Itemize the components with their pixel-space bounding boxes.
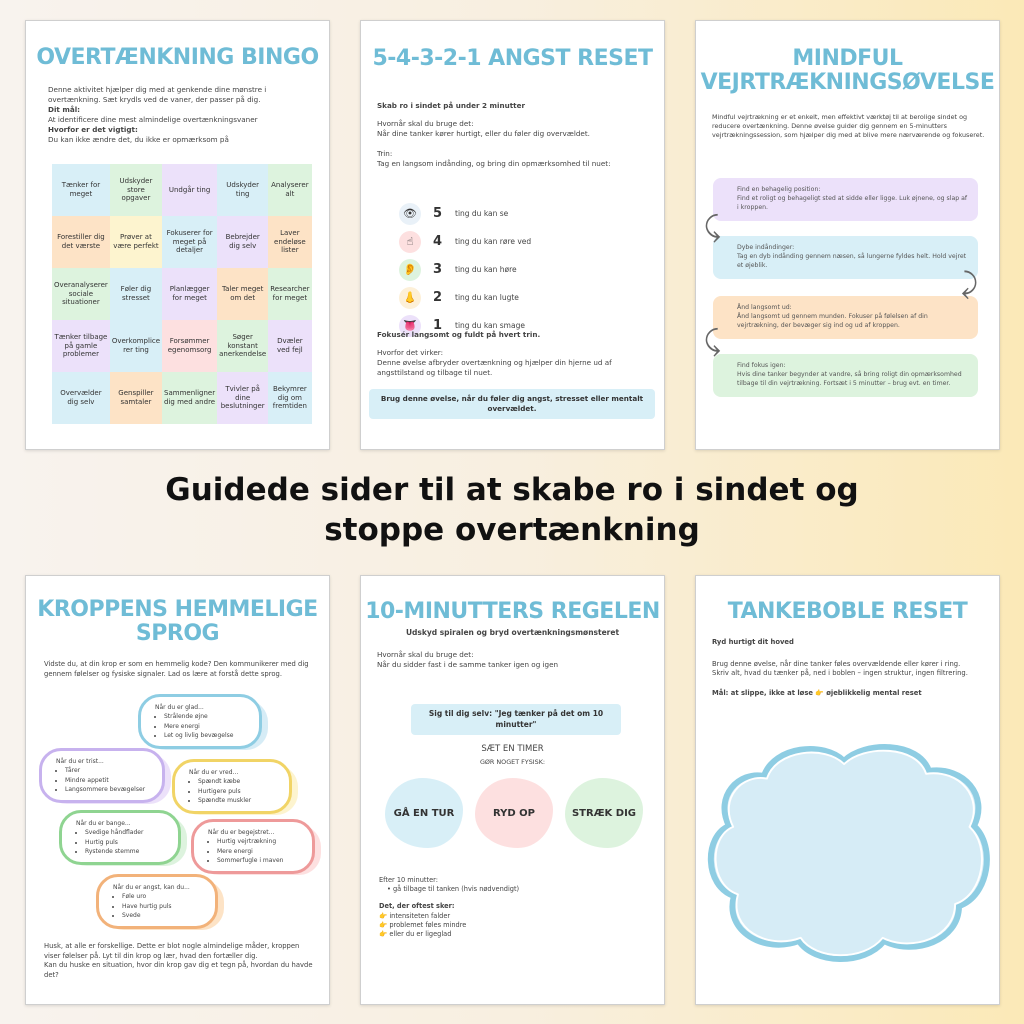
text-2: Skriv alt, hvad du tænker på, ned i boblen – ingen struktur, ingen filtrering. — [712, 669, 968, 678]
why-label: Hvorfor er det vigtigt: — [48, 125, 138, 135]
bubble-item: • Mere energi — [164, 722, 249, 731]
emotion-bubble — [191, 819, 315, 874]
bingo-cell[interactable]: Udskyder store opgaver — [110, 164, 162, 216]
bingo-cell[interactable]: Prøver at være perfekt — [110, 216, 162, 268]
bingo-cell[interactable]: Tvivler på dine beslutninger — [217, 372, 268, 424]
say-banner: Sig til dig selv: "Jeg tænker på det om 10 minutter" — [411, 704, 621, 735]
sense-row — [399, 231, 531, 253]
emotion-bubble — [39, 748, 165, 803]
bingo-cell[interactable]: Planlægger for meget — [162, 268, 217, 320]
page-title: OVERTÆNKNING BINGO — [36, 45, 319, 70]
sense-row — [399, 259, 517, 281]
bubble-item: • Rystende stemme — [85, 847, 168, 856]
emotion-bubble — [96, 874, 218, 929]
bingo-cell[interactable]: Føler dig stresset — [110, 268, 162, 320]
step-head: Find fokus igen: — [737, 362, 786, 369]
curved-arrow-icon: ⤹ — [704, 210, 721, 243]
when-label: Hvornår skal du bruge det: — [377, 650, 474, 659]
often-item: 👉 problemet føles mindre — [379, 920, 467, 929]
goal-text: At identificere dine mest almindelige overtænkningsvaner — [48, 115, 258, 125]
step-text: Find et roligt og behageligt sted at sidde eller ligge. Luk øjnene, og slap af i kroppen. — [737, 194, 968, 211]
bubble-item: • Mere energi — [217, 847, 302, 856]
sense-text: ting du kan lugte — [455, 292, 519, 302]
page-title — [26, 598, 329, 646]
sense-text: ting du kan røre ved — [455, 236, 532, 246]
breathing-step — [713, 354, 978, 397]
bingo-cell[interactable]: Overkomplice rer ting — [110, 320, 162, 372]
sense-icon: 👃 — [399, 287, 421, 309]
title-line-2: SPROG — [135, 620, 220, 646]
sense-text: ting du kan smage — [455, 320, 525, 330]
bubble-head: Når du er trist... — [56, 758, 104, 765]
emotion-bubble — [59, 810, 181, 865]
blob-walk: GÅ EN TUR — [385, 778, 463, 848]
bubble-head: Når du er bange... — [76, 820, 131, 827]
breathing-page — [695, 20, 1000, 450]
sense-text: ting du kan høre — [455, 264, 517, 274]
step-label: Trin: — [377, 149, 393, 159]
step-text: Ånd langsomt ud gennem munden. Fokuser på følelsen af din vejrtrækning, der bevæger sig ind og ud af kroppen. — [737, 312, 928, 329]
bubble-item: • Have hurtig puls — [122, 902, 205, 911]
bubble-item: • Sommerfugle i maven — [217, 856, 302, 865]
text-1: Brug denne øvelse, når dine tanker føles overvældende eller kører i ring. — [712, 659, 961, 668]
bingo-cell[interactable]: Tænker tilbage på gamle problemer — [52, 320, 110, 372]
bubble-item: • Tårer — [65, 766, 152, 775]
after-item: • gå tilbage til tanken (hvis nødvendigt) — [387, 885, 520, 894]
bubble-item: • Svedige håndflader — [85, 828, 168, 837]
step-head: Dybe indåndinger: — [737, 244, 795, 251]
why-text: Denne øvelse afbryder overtænkning og hjælper din hjerne ud af angsttilstand og tilbage til nuet. — [377, 358, 612, 378]
thought-bubble-page — [695, 575, 1000, 1005]
sense-number: 2 — [433, 289, 443, 305]
curved-arrow-icon: ⤸ — [961, 267, 978, 300]
title-line-1: MINDFUL — [792, 46, 903, 71]
page-title: 10-MINUTTERS REGELEN — [365, 599, 660, 624]
bubble-item: • Hurtigere puls — [198, 787, 279, 796]
headline-line-1: Guidede sider til at skabe ro i sindet og — [165, 472, 859, 508]
sense-number: 1 — [433, 317, 443, 333]
step-text: Tag en langsom indånding, og bring din opmærksomhed til nuet: — [377, 159, 611, 169]
bingo-cell[interactable]: Overvælder dig selv — [52, 372, 110, 424]
bubble-item: • Let og livlig bevægelse — [164, 731, 249, 740]
page-title — [696, 47, 999, 95]
step-text: Tag en dyb indånding gennem næsen, så lungerne fyldes helt. Hold vejret et øjeblik. — [737, 252, 967, 269]
sense-icon: 👂 — [399, 259, 421, 281]
often-item: 👉 eller du er ligeglad — [379, 930, 452, 939]
emotion-bubble — [172, 759, 292, 814]
sense-number: 5 — [433, 205, 443, 221]
headline-line-2: stoppe overtænkning — [324, 512, 700, 549]
after-label: Efter 10 minutter: — [379, 876, 438, 884]
bubble-item: • Hurtig vejrtrækning — [217, 837, 302, 846]
why-label: Hvorfor det virker: — [377, 348, 444, 358]
page-title: 5-4-3-2-1 ANGST RESET — [372, 46, 653, 71]
sense-number: 3 — [433, 261, 443, 277]
bingo-grid — [52, 164, 310, 424]
bingo-cell[interactable]: Forsømmer egenomsorg — [162, 320, 217, 372]
bubble-item: • Føle uro — [122, 892, 205, 901]
bingo-cell[interactable]: Taler meget om det — [217, 268, 268, 320]
headline — [0, 470, 1024, 551]
subtitle: Ryd hurtigt dit hoved — [712, 638, 794, 646]
timer-label: SÆT EN TIMER — [481, 744, 544, 754]
intro-text: Vidste du, at din krop er som en hemmelig kode? Den kommunikerer med dig gennem følelser og fysiske signaler. Lad os lære at forstå dette sprog. — [44, 660, 309, 678]
bingo-cell[interactable]: Dvæler ved fejl — [268, 320, 311, 372]
outro-1: Husk, at alle er forskellige. Dette er blot nogle almindelige måder, kroppen viser følelser på. Lyt til din krop og lær, hvad den fortæller dig. — [44, 942, 300, 960]
bingo-cell[interactable]: Undgår ting — [162, 164, 217, 216]
bingo-cell[interactable]: Udskyder ting — [217, 164, 268, 216]
page-title: TANKEBOBLE RESET — [727, 599, 968, 624]
breathing-step — [713, 178, 978, 221]
hand-icon: 👉 — [379, 920, 388, 929]
physical-label: GØR NOGET FYSISK: — [479, 758, 546, 766]
often-label: Det, der oftest sker: — [379, 902, 455, 911]
bubble-head: Når du er angst, kan du... — [113, 884, 190, 891]
focus-text: Fokusér langsomt og fuldt på hvert trin. — [377, 330, 541, 339]
when-label: Hvornår skal du bruge det: — [377, 119, 474, 129]
bubble-head: Når du er vred... — [189, 769, 239, 776]
often-list — [379, 912, 649, 940]
bingo-cell[interactable]: Søger konstant anerkendelse — [217, 320, 268, 372]
outro-text — [44, 942, 316, 980]
bubble-item: • Langsommere bevægelser — [65, 785, 152, 794]
step-head: Ånd langsomt ud: — [737, 304, 792, 311]
sense-icon: 👁 — [399, 203, 421, 225]
goal-label: Dit mål: — [48, 105, 81, 115]
subtitle: Skab ro i sindet på under 2 minutter — [377, 101, 526, 110]
bubble-head: Når du er begejstret... — [208, 829, 275, 836]
breathing-step — [713, 296, 978, 339]
bingo-cell[interactable]: Tænker for meget — [52, 164, 110, 216]
sense-text: ting du kan se — [455, 208, 509, 218]
when-text: Når dine tanker kører hurtigt, eller du føler dig overvældet. — [377, 129, 590, 139]
sense-number: 4 — [433, 233, 443, 249]
sense-icon: 👅 — [399, 315, 421, 337]
bingo-cell[interactable]: Genspiller samtaler — [110, 372, 162, 424]
when-text: Når du sidder fast i de samme tanker igen og igen — [377, 660, 559, 670]
bubble-item: • Spændt kæbe — [198, 777, 279, 786]
bubble-item: • Spændte muskler — [198, 796, 279, 805]
bingo-cell[interactable]: Researcher for meget — [268, 268, 311, 320]
intro-text: Denne aktivitet hjælper dig med at genkende dine mønstre i overtænkning. Sæt krydls ved de vaner, der passer på dig. — [48, 85, 267, 105]
ten-minute-page — [360, 575, 665, 1005]
sense-row — [399, 203, 508, 225]
outro-2: Kan du huske en situation, hvor din krop gav dig et tegn på, hvordan du havde det? — [44, 961, 313, 979]
bingo-cell[interactable]: Forestiller dig det værste — [52, 216, 110, 268]
bubble-item: • Svede — [122, 911, 205, 920]
thought-cloud[interactable] — [704, 736, 996, 966]
bubble-item: • Mindre appetit — [65, 776, 152, 785]
bubble-item: • Strålende øjne — [164, 712, 249, 721]
bingo-cell[interactable]: Bebrejder dig selv — [217, 216, 268, 268]
goal-text: Mål: at slippe, ikke at løse 👉 øjeblikkelig mental reset — [712, 688, 922, 697]
title-line-1: KROPPENS HEMMELIGE — [37, 597, 318, 622]
step-head: Find en behagelig position: — [737, 186, 821, 193]
body-language-page — [25, 575, 330, 1005]
bingo-cell[interactable]: Bekymrer dig om fremtiden — [268, 372, 311, 424]
why-text: Du kan ikke ændre det, du ikke er opmærksom på — [48, 135, 229, 145]
step-text: Hvis dine tanker begynder at vandre, så bring roligt din opmærksomhed tilbage til din vejrtrækning. Fortsæt i 5 minutter – brug evt. en timer. — [737, 370, 962, 387]
blob-tidy: RYD OP — [475, 778, 553, 848]
hand-icon: 👉 — [379, 930, 388, 939]
title-line-2: VEJRTRÆKNINGSØVELSE — [700, 69, 995, 95]
bingo-page — [25, 20, 330, 450]
blob-stretch: STRÆK DIG — [565, 778, 643, 848]
hand-icon: 👉 — [379, 911, 388, 920]
subtitle: Udskyd spiralen og bryd overtænkningsmønsteret — [405, 628, 620, 637]
curved-arrow-icon: ⤹ — [704, 324, 721, 357]
usage-banner: Brug denne øvelse, når du føler dig angst, stresset eller mentalt overvældet. — [369, 389, 655, 419]
bubble-head: Når du er glad... — [155, 704, 204, 711]
sense-row — [399, 287, 519, 309]
breathing-step — [713, 236, 978, 279]
bingo-cell[interactable]: Fokuserer for meget på detaljer — [162, 216, 217, 268]
reset-page — [360, 20, 665, 450]
bingo-cell[interactable]: Analyserer alt — [268, 164, 311, 216]
emotion-bubble — [138, 694, 262, 749]
bubble-item: • Hurtig puls — [85, 838, 168, 847]
bingo-cell[interactable]: Sammenligner dig med andre — [162, 372, 217, 424]
intro-text: Mindful vejrtrækning er et enkelt, men effektivt værktøj til at berolige sindet og reducere overtænkning. Denne øvelse guider dig gennem en 5-minutters vejrtrækningssession, som hjælper dig med at blive mere nærværende og fokuseret. — [712, 113, 985, 139]
bingo-cell[interactable]: Overanalyserer sociale situationer — [52, 268, 110, 320]
sense-icon: ☝ — [399, 231, 421, 253]
bingo-cell[interactable]: Laver endeløse lister — [268, 216, 311, 268]
often-item: 👉 intensiteten falder — [379, 911, 451, 920]
